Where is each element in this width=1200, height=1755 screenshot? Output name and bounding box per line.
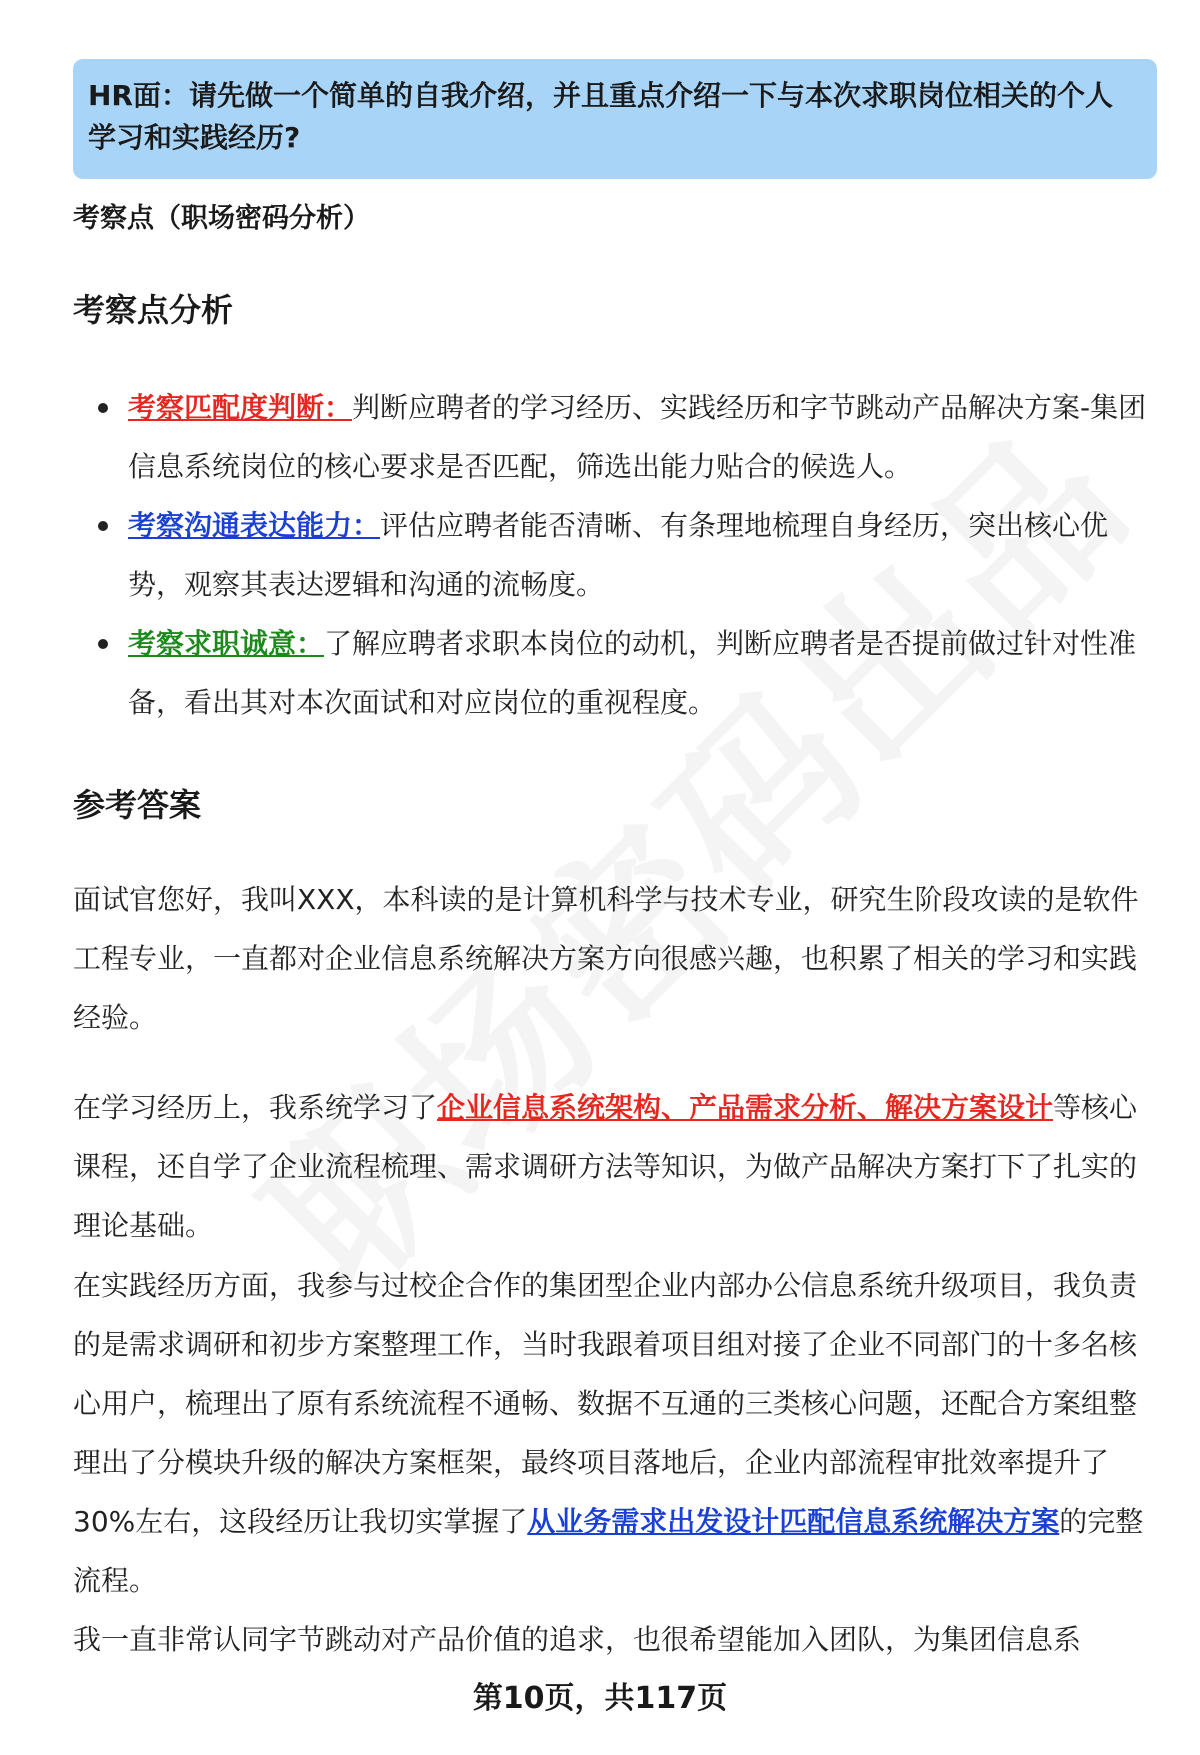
analysis-text: 了解应聘者求职本岗位的动机，判断应聘者是否提前做过针对性准备，看出其对本次面试和对应岗位的重视程度。 <box>128 627 1137 719</box>
section-subtitle: 考察点（职场密码分析） <box>73 203 370 234</box>
analysis-item <box>128 614 1148 732</box>
page-number: 第10页，共117页 <box>472 1681 728 1716</box>
analysis-keyword-match: 考察匹配度判断： <box>128 391 353 424</box>
analysis-heading: 考察点分析 <box>73 291 234 329</box>
answer-paragraph-motivation: 我一直非常认同字节跳动对产品价值的追求，也很希望能加入团队，为集团信息系 <box>73 1623 1082 1656</box>
answer-paragraph-practice <box>73 1256 1148 1610</box>
paragraph-text: 的完整流程。 <box>73 1505 1144 1597</box>
paragraph-text: 等核心课程，还自学了企业流程梳理、需求调研方法等知识，为做产品解决方案打下了扎实的理论基础。 <box>73 1091 1138 1242</box>
analysis-item <box>128 496 1148 614</box>
analysis-text: 判断应聘者的学习经历、实践经历和字节跳动产品解决方案-集团信息系统岗位的核心要求是否匹配，筛选出能力贴合的候选人。 <box>128 391 1147 483</box>
analysis-text: 评估应聘者能否清晰、有条理地梳理自身经历，突出核心优势，观察其表达逻辑和沟通的流畅度。 <box>128 509 1109 601</box>
highlight-courses: 企业信息系统架构、产品需求分析、解决方案设计 <box>437 1091 1054 1124</box>
analysis-keyword-communication: 考察沟通表达能力： <box>128 509 381 542</box>
analysis-list <box>128 378 1148 732</box>
highlight-practice: 从业务需求出发设计匹配信息系统解决方案 <box>527 1505 1060 1538</box>
answer-paragraph-intro: 面试官您好，我叫XXX，本科读的是计算机科学与技术专业，研究生阶段攻读的是软件工程专业，一直都对企业信息系统解决方案方向很感兴趣，也积累了相关的学习和实践经验。 <box>73 883 1139 1034</box>
paragraph-text: 在实践经历方面，我参与过校企合作的集团型企业内部办公信息系统升级项目，我负责的是需求调研和初步方案整理工作，当时我跟着项目组对接了企业不同部门的十多名核心用户，梳理出了原有系统流程不通畅、数据不互通的三类核心问题，还配合方案组整理出了分模块升级的解决方案框架，最终项目落地后，企业内部流程审批效率提升了30%左右，这段经历让我切实掌握了 <box>73 1269 1138 1538</box>
analysis-item <box>128 378 1148 496</box>
analysis-keyword-sincerity: 考察求职诚意： <box>128 627 325 660</box>
question-text: HR面：请先做一个简单的自我介绍，并且重点介绍一下与本次求职岗位相关的个人学习和实践经历? <box>88 79 1113 154</box>
paragraph-text: 在学习经历上，我系统学习了 <box>73 1091 438 1124</box>
answer-paragraph-study <box>73 1078 1148 1255</box>
answer-heading: 参考答案 <box>73 786 202 824</box>
